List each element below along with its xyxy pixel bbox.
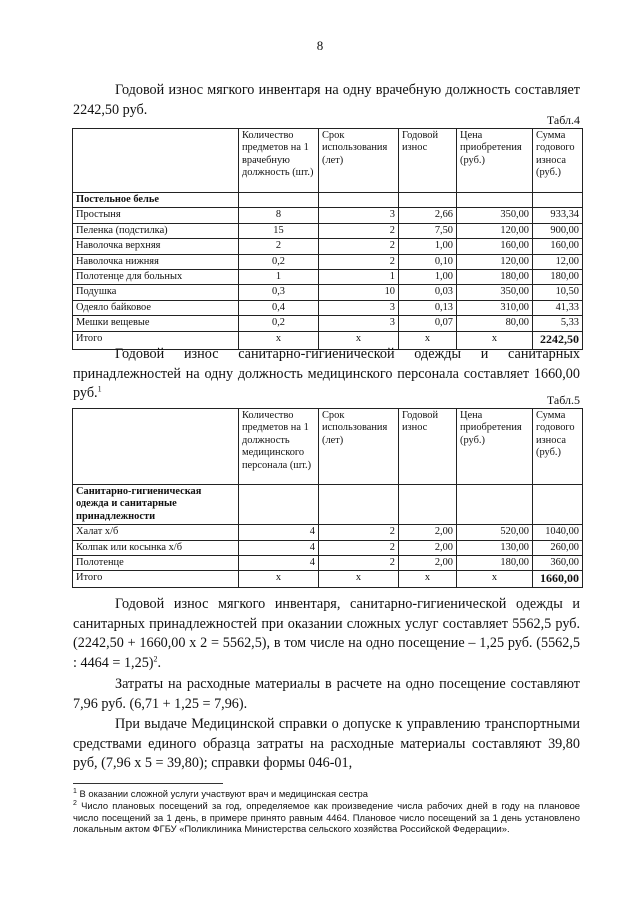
- table5-header-cell: Количество предметов на 1 должность медицинского персонала (шт.): [239, 409, 319, 485]
- total-cell: х: [399, 571, 457, 588]
- wear-cell: 2,00: [399, 556, 457, 571]
- wear-cell: 0,13: [399, 300, 457, 315]
- quantity-cell: 15: [239, 223, 319, 238]
- wear-cell: 0,10: [399, 254, 457, 269]
- item-name: Наволочка нижняя: [73, 254, 239, 269]
- sum-cell: 933,34: [533, 208, 583, 223]
- table-row: [73, 316, 583, 331]
- table-row: [73, 254, 583, 269]
- table5-section-title: Санитарно-гигиеническая одежда и санитарные принадлежности: [73, 485, 239, 525]
- wear-cell: 2,66: [399, 208, 457, 223]
- table5-header-cell: Сумма годового износа (руб.): [533, 409, 583, 485]
- table4-header-cell: Количество предметов на 1 врачебную должность (шт.): [239, 129, 319, 193]
- table4-header-cell: Цена приобретения (руб.): [457, 129, 533, 193]
- table-row: [73, 540, 583, 555]
- price-cell: 80,00: [457, 316, 533, 331]
- total-cell: х: [239, 571, 319, 588]
- term-cell: 3: [319, 300, 399, 315]
- table-row: [73, 556, 583, 571]
- term-cell: 2: [319, 556, 399, 571]
- footnote-mark: 1: [73, 787, 77, 795]
- table4-total-sum: 2242,50: [533, 331, 583, 349]
- term-cell: 2: [319, 540, 399, 555]
- item-name: Одеяло байковое: [73, 300, 239, 315]
- item-name: Мешки вещевые: [73, 316, 239, 331]
- footnote-separator: [73, 783, 223, 784]
- item-name: Колпак или косынка х/б: [73, 540, 239, 555]
- sum-cell: 900,00: [533, 223, 583, 238]
- footnote-text: В оказании сложной услуги участвуют врач и медицинская сестра: [76, 788, 368, 799]
- price-cell: 120,00: [457, 254, 533, 269]
- item-name: Халат х/б: [73, 525, 239, 540]
- table-row: [73, 300, 583, 315]
- quantity-cell: 4: [239, 525, 319, 540]
- table-row: [73, 239, 583, 254]
- footnote-text: Число плановых посещений за год, определяемое как произведение числа рабочих дней в году на плановое число посещений за 1 день, в примере принято равным 4464. Плановое число посещений за 1 день установлено локальным актом ФГБУ «Поликлиника Министерства сельского хозяйства Российской Федерации».: [73, 800, 580, 835]
- footnote-ref-2: 2: [153, 653, 158, 663]
- item-name: Подушка: [73, 285, 239, 300]
- term-cell: 3: [319, 208, 399, 223]
- table-row: [73, 525, 583, 540]
- intro2-text: Годовой износ санитарно-гигиенической одежды и санитарных принадлежностей на одну должность медицинского персонала составляет 1660,00 руб.: [73, 346, 580, 401]
- sum-cell: 260,00: [533, 540, 583, 555]
- quantity-cell: 0,2: [239, 316, 319, 331]
- term-cell: 2: [319, 525, 399, 540]
- table5-header-cell: Срок использования (лет): [319, 409, 399, 485]
- sum-cell: 12,00: [533, 254, 583, 269]
- wear-cell: 0,07: [399, 316, 457, 331]
- table5-section-row: [73, 485, 583, 525]
- table-row: [73, 285, 583, 300]
- sum-cell: 360,00: [533, 556, 583, 571]
- quantity-cell: 8: [239, 208, 319, 223]
- page-number: 8: [316, 38, 324, 53]
- price-cell: 120,00: [457, 223, 533, 238]
- total-cell: х: [457, 331, 533, 349]
- footnote-2: [73, 800, 580, 835]
- paragraph-3-end: .: [157, 654, 162, 671]
- wear-cell: 2,00: [399, 525, 457, 540]
- footnote-ref-1: 1: [97, 384, 102, 394]
- sum-cell: 41,33: [533, 300, 583, 315]
- term-cell: 3: [319, 316, 399, 331]
- table5-header-row: [73, 409, 583, 485]
- table5-header-cell: Цена приобретения (руб.): [457, 409, 533, 485]
- price-cell: 520,00: [457, 525, 533, 540]
- paragraph-4: Затраты на расходные материалы в расчете на одно посещение составляют 7,96 руб. (6,71 + 1,25 = 7,96).: [73, 676, 580, 712]
- quantity-cell: 4: [239, 540, 319, 555]
- quantity-cell: 0,3: [239, 285, 319, 300]
- intro-paragraph-1: Годовой износ мягкого инвентаря на одну врачебную должность составляет 2242,50 руб.: [73, 82, 580, 118]
- term-cell: 2: [319, 223, 399, 238]
- item-name: Наволочка верхняя: [73, 239, 239, 254]
- item-name: Пеленка (подстилка): [73, 223, 239, 238]
- wear-cell: 0,03: [399, 285, 457, 300]
- sum-cell: 180,00: [533, 270, 583, 285]
- table-row: [73, 270, 583, 285]
- wear-cell: 7,50: [399, 223, 457, 238]
- table4-header-cell: Сумма годового износа (руб.): [533, 129, 583, 193]
- table5-header-cell: Годовой износ: [399, 409, 457, 485]
- price-cell: 310,00: [457, 300, 533, 315]
- quantity-cell: 2: [239, 239, 319, 254]
- footnote-mark: 2: [73, 799, 77, 807]
- wear-cell: 1,00: [399, 270, 457, 285]
- wear-cell: 2,00: [399, 540, 457, 555]
- paragraph-5: При выдаче Медицинской справки о допуске к управлению транспортными средствами единого образца затраты на расходные материалы составляют 39,80 руб, (7,96 х 5 = 39,80); справки формы 046-01,: [73, 716, 580, 771]
- total-label: Итого: [73, 331, 239, 349]
- wear-cell: 1,00: [399, 239, 457, 254]
- price-cell: 180,00: [457, 270, 533, 285]
- sum-cell: 1040,00: [533, 525, 583, 540]
- price-cell: 350,00: [457, 285, 533, 300]
- item-name: Простыня: [73, 208, 239, 223]
- sum-cell: 160,00: [533, 239, 583, 254]
- sum-cell: 5,33: [533, 316, 583, 331]
- table5: [72, 408, 583, 588]
- table5-total-sum: 1660,00: [533, 571, 583, 588]
- sum-cell: 10,50: [533, 285, 583, 300]
- quantity-cell: 4: [239, 556, 319, 571]
- term-cell: 1: [319, 270, 399, 285]
- quantity-cell: 1: [239, 270, 319, 285]
- term-cell: 10: [319, 285, 399, 300]
- table4-section-title: Постельное белье: [73, 193, 239, 208]
- price-cell: 180,00: [457, 556, 533, 571]
- quantity-cell: 0,2: [239, 254, 319, 269]
- table4-header-cell: [73, 129, 239, 193]
- price-cell: 350,00: [457, 208, 533, 223]
- total-cell: х: [457, 571, 533, 588]
- total-cell: х: [399, 331, 457, 349]
- table4-section-row: [73, 193, 583, 208]
- table-row: [73, 208, 583, 223]
- term-cell: 2: [319, 254, 399, 269]
- table4-header-cell: Годовой износ: [399, 129, 457, 193]
- paragraph-3: [73, 595, 580, 673]
- table5-header-cell: [73, 409, 239, 485]
- term-cell: 2: [319, 239, 399, 254]
- total-cell: х: [319, 571, 399, 588]
- table4-header-row: [73, 129, 583, 193]
- price-cell: 130,00: [457, 540, 533, 555]
- item-name: Полотенце: [73, 556, 239, 571]
- table4-header-cell: Срок использования (лет): [319, 129, 399, 193]
- intro-paragraph-2: [73, 345, 580, 404]
- footnote-1: [73, 788, 580, 800]
- item-name: Полотенце для больных: [73, 270, 239, 285]
- total-cell: х: [319, 331, 399, 349]
- total-cell: х: [239, 331, 319, 349]
- table-row: [73, 223, 583, 238]
- table4: [72, 128, 583, 350]
- total-label: Итого: [73, 571, 239, 588]
- paragraph-3-text: Годовой износ мягкого инвентаря, санитарно-гигиенической одежды и санитарных принадлежностей при оказании сложных услуг составляет 5562,5 руб. (2242,50 + 1660,00 х 2 = 5562,5), в том числе на одно посещение – 1,25 руб. (5562,5 : 4464 = 1,25): [73, 596, 580, 671]
- table5-total-row: [73, 571, 583, 588]
- table5-label: Табл.5: [546, 393, 580, 407]
- quantity-cell: 0,4: [239, 300, 319, 315]
- table4-label: Табл.4: [546, 113, 580, 127]
- price-cell: 160,00: [457, 239, 533, 254]
